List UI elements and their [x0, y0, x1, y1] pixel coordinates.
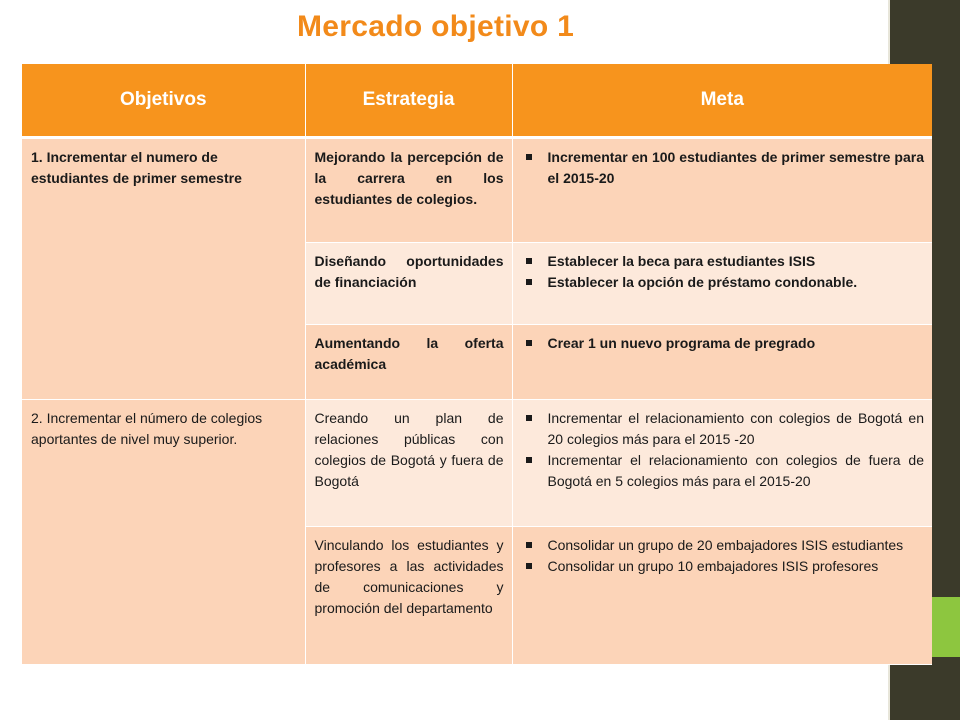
goal-item: Incrementar el relacionamiento con colegios de fuera de Bogotá en 5 colegios más para el 2015-20 [522, 450, 925, 492]
strategy-cell: Mejorando la percepción de la carrera en los estudiantes de colegios. [305, 138, 512, 243]
slide-accent-block [932, 597, 960, 657]
strategy-cell: Aumentando la oferta académica [305, 325, 512, 400]
goal-cell [512, 243, 932, 325]
strategy-cell: Diseñando oportunidades de financiación [305, 243, 512, 325]
goal-item: Consolidar un grupo 10 embajadores ISIS profesores [522, 556, 925, 577]
header-meta: Meta [512, 64, 932, 138]
goal-cell [512, 527, 932, 665]
objectives-table [22, 64, 932, 665]
header-estrategia: Estrategia [305, 64, 512, 138]
goal-cell [512, 400, 932, 527]
goal-item: Establecer la beca para estudiantes ISIS [522, 251, 925, 272]
header-objetivos: Objetivos [22, 64, 305, 138]
table-header-row [22, 64, 932, 138]
goal-item: Incrementar en 100 estudiantes de primer semestre para el 2015-20 [522, 147, 925, 189]
goal-cell [512, 325, 932, 400]
table-row [22, 138, 932, 243]
strategy-cell: Vinculando los estudiantes y profesores a las actividades de comunicaciones y promoción del departamento [305, 527, 512, 665]
strategy-cell: Creando un plan de relaciones públicas con colegios de Bogotá y fuera de Bogotá [305, 400, 512, 527]
goal-item: Crear 1 un nuevo programa de pregrado [522, 333, 925, 354]
goal-item: Consolidar un grupo de 20 embajadores ISIS estudiantes [522, 535, 925, 556]
objective-1-cell: 1. Incrementar el numero de estudiantes de primer semestre [22, 138, 305, 400]
objective-2-cell: 2. Incrementar el número de colegios aportantes de nivel muy superior. [22, 400, 305, 665]
table-row [22, 400, 932, 527]
goal-item: Establecer la opción de préstamo condonable. [522, 272, 925, 293]
goal-item: Incrementar el relacionamiento con colegios de Bogotá en 20 colegios más para el 2015 -20 [522, 408, 925, 450]
page-title: Mercado objetivo 1 [297, 10, 575, 43]
goal-cell [512, 138, 932, 243]
